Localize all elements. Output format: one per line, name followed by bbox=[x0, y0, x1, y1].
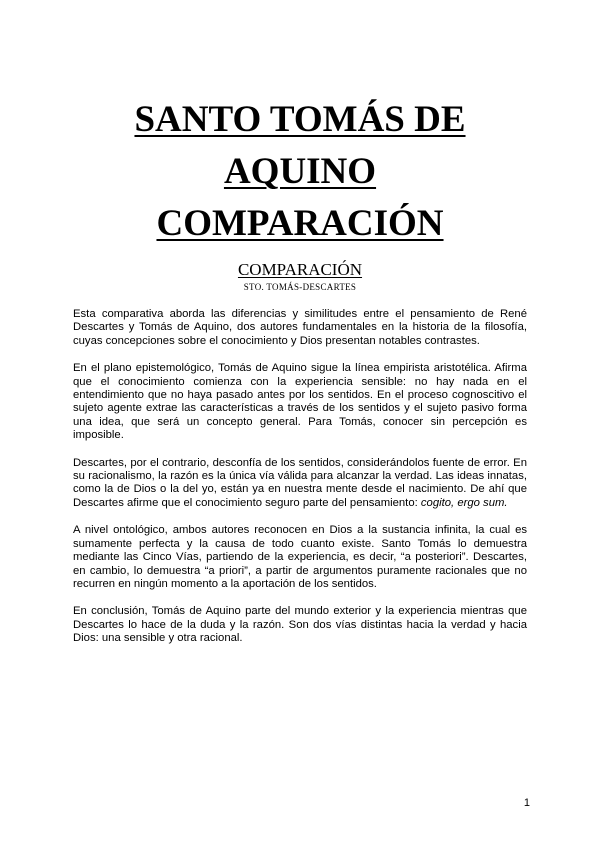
page-number: 1 bbox=[523, 797, 530, 809]
paragraph-conclusion: En conclusión, Tomás de Aquino parte del mundo exterior y la experiencia mientras que Descartes lo hace de la duda y la razón. Son dos vías distintas hacia la verdad y hacia Dios: una sensible y otra racional. bbox=[73, 605, 527, 645]
section-subheading: STO. TOMÁS-DESCARTES bbox=[243, 282, 357, 292]
main-title bbox=[40, 94, 560, 250]
paragraph-ontology: A nivel ontológico, ambos autores reconocen en Dios a la sustancia infinita, la cual es sumamente perfecta y la causa de todo cuanto existe. Santo Tomás lo demuestra mediante las Cinco Vías, partiendo de la experiencia, es decir, “a posteriori”. Descartes, en cambio, lo demuestra “a priori”, a partir de argumentos puramente racionales que no recurren en ningún momento a la aportación de los sentidos. bbox=[73, 524, 527, 590]
body-text bbox=[73, 308, 527, 660]
main-title-line-2: AQUINO bbox=[223, 151, 377, 192]
paragraph-descartes bbox=[73, 457, 527, 511]
paragraph-epistemology-aquinas: En el plano epistemológico, Tomás de Aquino sigue la línea empirista aristotélica. Afirma que el conocimiento comienza con la experiencia sensible: no hay nada en el entendimiento que no haya pasado antes por los sentidos. En el proceso cognoscitivo el sujeto agente extrae las características a través de los sentidos y el sujeto pasivo forma una idea, que será un concepto general. Para Tomás, conocer sin percepción es imposible. bbox=[73, 362, 527, 442]
main-title-line-3: COMPARACIÓN bbox=[156, 203, 444, 244]
paragraph-descartes-text: Descartes, por el contrario, desconfía de los sentidos, considerándolos fuente de error. En su racionalismo, la razón es la única vía válida para alcanzar la verdad. Las ideas innatas, como la de Dios o la del yo, están ya en nuestra mente desde el nacimiento. De ahí que Descartes afirme que el conocimiento seguro parte del pensamiento: bbox=[73, 456, 527, 509]
section-heading: COMPARACIÓN bbox=[237, 260, 363, 279]
cogito-quote: cogito, ergo sum. bbox=[420, 496, 508, 509]
paragraph-intro: Esta comparativa aborda las diferencias y similitudes entre el pensamiento de René Descartes y Tomás de Aquino, dos autores fundamentales en la historia de la filosofía, cuyas concepciones sobre el conocimiento y Dios presentan notables contrastes. bbox=[73, 308, 527, 347]
main-title-line-1: SANTO TOMÁS DE bbox=[134, 99, 466, 140]
